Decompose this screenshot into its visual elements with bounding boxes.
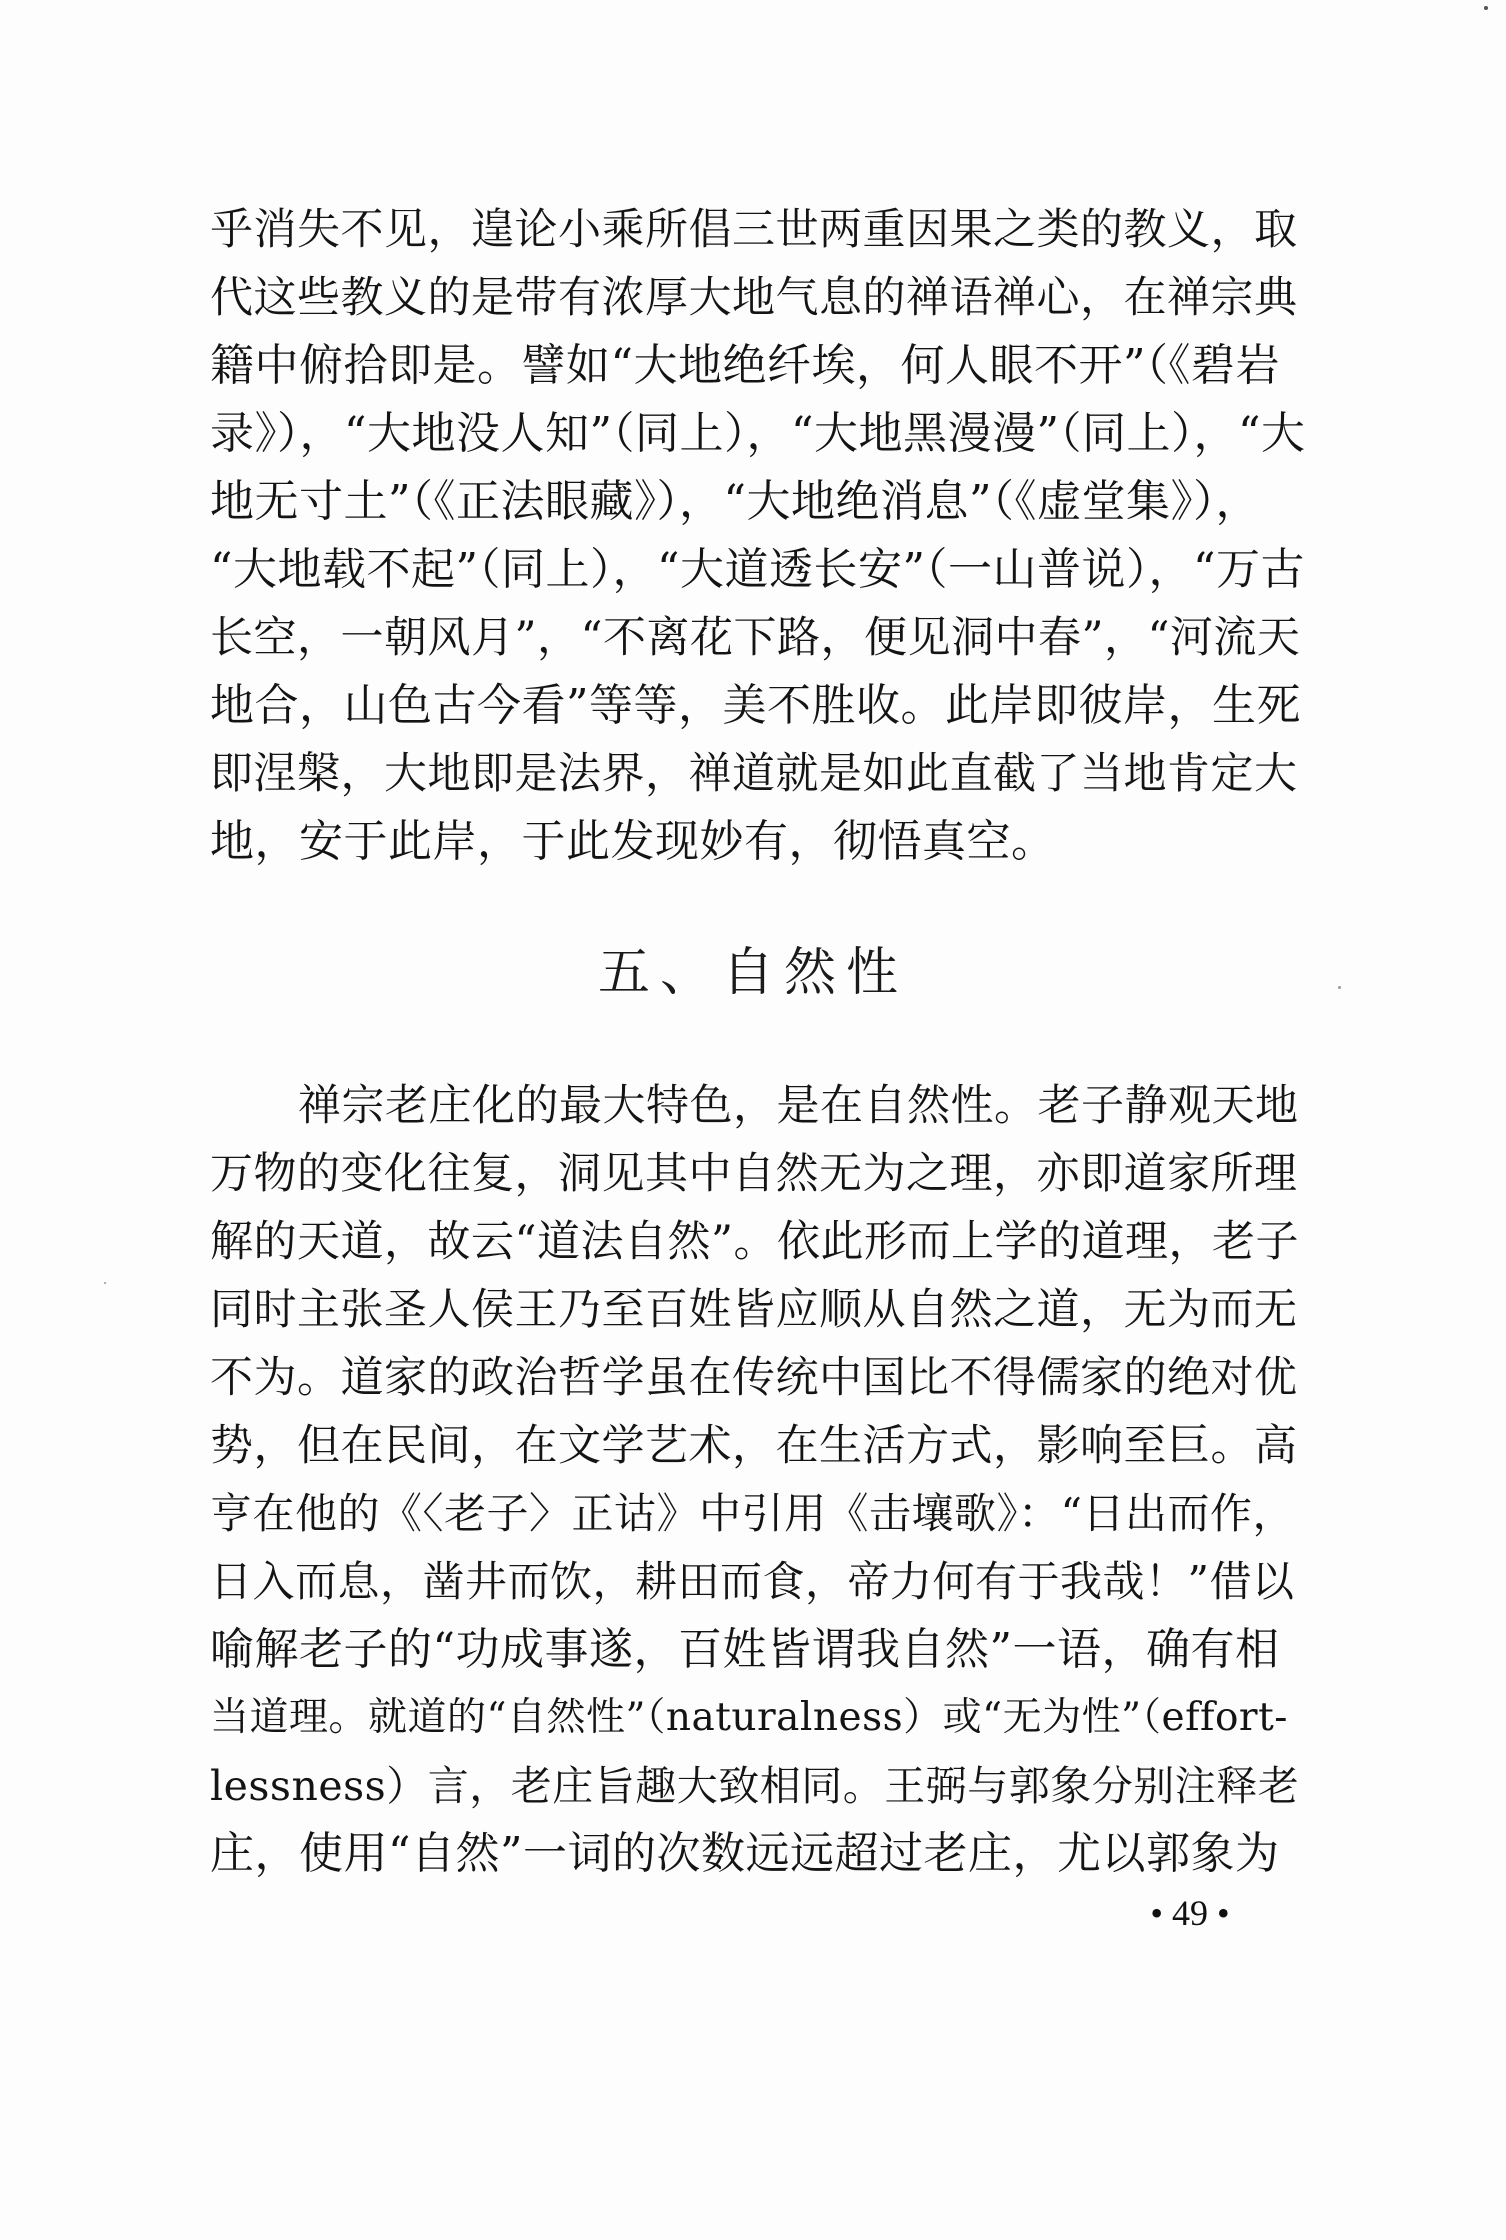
text-line: 籍中俯拾即是。譬如“大地绝纤埃，何人眼不开”（《碧岩 (210, 340, 1280, 391)
text-line: 当道理。就道的“自然性”（naturalness）或“无为性”（effort- (210, 1695, 1288, 1740)
text-line: 即涅槃，大地即是法界，禅道就是如此直截了当地肯定大 (210, 749, 1298, 799)
section-heading: 五、自然性 (597, 943, 908, 1003)
text-line: 地，安于此岸，于此发现妙有，彻悟真空。 (210, 816, 1056, 867)
text-line: 地合，山色古今看”等等，美不胜收。此岸即彼岸，生死 (210, 680, 1301, 731)
paragraph-continued (210, 196, 1310, 876)
text-line: 势，但在民间，在文学艺术，在生活方式，影响至巨。高 (210, 1421, 1298, 1471)
scan-speck (1338, 986, 1341, 989)
scan-speck (1484, 6, 1488, 10)
text-line: 解的天道，故云“道法自然”。依此形而上学的道理，老子 (210, 1217, 1299, 1267)
text-line: “大地载不起”（同上），“大道透长安”（一山普说），“万古 (210, 544, 1305, 595)
text-line: 同时主张圣人侯王乃至百姓皆应顺从自然之道，无为而无 (210, 1285, 1298, 1335)
text-line: 不为。道家的政治哲学虽在传统中国比不得儒家的绝对优 (210, 1353, 1298, 1403)
text-line: 日入而息，凿井而饮，耕田而食，帝力何有于我哉！”借以 (210, 1557, 1295, 1606)
text-line: 录》），“大地没人知”（同上），“大地黑漫漫”（同上），“大 (210, 408, 1306, 459)
text-line: 亨在他的《〈老子〉正诂》中引用《击壤歌》：“日出而作， (210, 1489, 1295, 1538)
text-line: 长空，一朝风月”，“不离花下路，便见洞中春”，“河流天 (210, 613, 1301, 663)
paragraph-naturalness (210, 1072, 1310, 1888)
page-number: • 49 • (1150, 1893, 1230, 1933)
text-line: 庄，使用“自然”一词的次数远远超过老庄，尤以郭象为 (210, 1828, 1280, 1879)
text-line: 喻解老子的“功成事遂，百姓皆谓我自然”一语，确有相 (210, 1624, 1280, 1675)
text-line: 地无寸土”（《正法眼藏》），“大地绝消息”（《虚堂集》）， (210, 476, 1260, 527)
text-line: lessness）言，老庄旨趣大致相同。王弼与郭象分别注释老 (210, 1762, 1300, 1810)
text-line: 万物的变化往复，洞见其中自然无为之理，亦即道家所理 (210, 1149, 1298, 1199)
text-line: 乎消失不见，遑论小乘所倡三世两重因果之类的教义，取 (210, 205, 1298, 255)
scan-speck (104, 1282, 106, 1284)
text-line: 禅宗老庄化的最大特色，是在自然性。老子静观天地 (298, 1081, 1299, 1131)
text-line: 代这些教义的是带有浓厚大地气息的禅语禅心，在禅宗典 (210, 273, 1298, 323)
